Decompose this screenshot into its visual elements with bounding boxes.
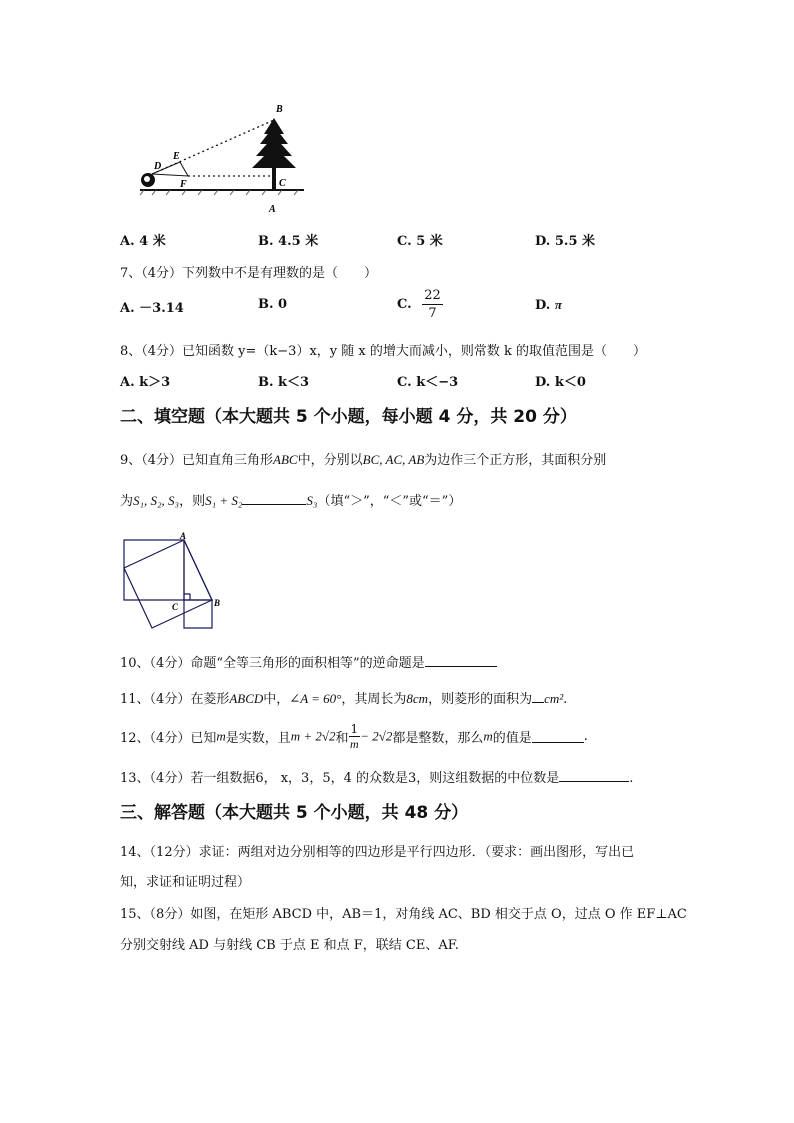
label-b: B — [214, 598, 221, 608]
q6-option-c: C. 5 米 — [397, 234, 443, 249]
q9-answer-blank[interactable] — [242, 492, 306, 505]
q13: 13、（4分）若一组数据6， x，3，5，4 的众数是3，则这组数据的中位数是 . — [120, 771, 634, 786]
label-d: D — [154, 161, 162, 172]
square-on-bc — [184, 600, 212, 628]
q12-answer-blank[interactable] — [532, 730, 584, 743]
q12: 12、（4分）已知m是实数，且m + 2√2和 $\frac{1}{m}$ − 2√2都是整数，那么m的值是 . — [120, 722, 588, 751]
q8-option-c: C. k＜−3 — [397, 375, 459, 390]
q13-answer-blank[interactable] — [559, 769, 629, 782]
q15-line-1: 15、（8分）如图，在矩形 ABCD 中，AB＝1，对角线 AC、BD 相交于点 O，过点 O 作 EF⊥AC — [120, 907, 687, 922]
label-c: C — [172, 602, 179, 612]
q7-option-c: C. $\frac{22}{7}$ — [397, 288, 441, 321]
q7-stem: 7、（4分）下列数中不是有理数的是（ ） — [120, 266, 378, 281]
q8-option-b: B. k＜3 — [258, 375, 310, 390]
q6-option-d: D. 5.5 米 — [535, 234, 596, 249]
q11-answer-blank[interactable] — [532, 690, 544, 703]
section-3-title: 三、解答题（本大题共 5 个小题，共 48 分） — [120, 803, 469, 823]
q8-stem: 8、（4分）已知函数 y=（k−3）x，y 随 x 的增大而减小，则常数 k 的取值范围是（ ） — [120, 344, 646, 359]
q6-option-b: B. 4.5 米 — [258, 234, 319, 249]
label-b: B — [276, 104, 283, 115]
q6-option-a: A. 4 米 — [120, 234, 166, 249]
label-a: A — [269, 204, 276, 215]
q11: 11、（4分）在菱形ABCD中，∠A = 60°，其周长为8cm，则菱形的面积为 cm². — [120, 691, 568, 707]
q7-frac-num: 22 — [424, 288, 441, 303]
q9-line-2: 为S₁, S₂, S₃，则S₁ + S₂ S₃（填“＞”，“＜”或“＝”） — [120, 493, 462, 509]
q9-line-1: 9、（4分）已知直角三角形ABC中，分别以BC, AC, AB为边作三个正方形，其面积分别 — [120, 452, 607, 468]
label-c: C — [279, 178, 286, 189]
square-on-ac — [124, 540, 184, 600]
q15-line-2: 分别交射线 AD 与射线 CB 于点 E 和点 F，联结 CE、AF. — [120, 938, 459, 953]
q8-option-d: D. k＜0 — [535, 375, 586, 390]
tree-icon — [252, 118, 296, 190]
right-angle-mark — [184, 594, 190, 600]
tree-figure — [136, 100, 306, 218]
q7-option-d: D. π — [535, 297, 562, 313]
q7-option-b: B. 0 — [258, 297, 288, 312]
q10: 10、（4分）命题“全等三角形的面积相等”的逆命题是 — [120, 652, 497, 671]
q12-fraction: $\frac{1}{m}$ — [350, 722, 359, 751]
q14-line-2: 知，求证和证明过程） — [120, 875, 251, 890]
squares-figure — [118, 532, 230, 636]
label-e: E — [173, 151, 180, 162]
q14-line-1: 14、（12分）求证：两组对边分别相等的四边形是平行四边形．（要求：画出图形，写出已 — [120, 845, 635, 860]
label-a: A — [180, 532, 187, 541]
label-f: F — [180, 179, 187, 190]
section-2-title: 二、填空题（本大题共 5 个小题，每小题 4 分，共 20 分） — [120, 407, 577, 427]
q8-option-a: A. k＞3 — [120, 375, 171, 390]
q7-frac-den: 7 — [428, 306, 437, 321]
square-on-ab — [124, 540, 212, 628]
q7-option-a: A. －3.14 — [120, 301, 184, 316]
q10-answer-blank[interactable] — [425, 654, 497, 667]
